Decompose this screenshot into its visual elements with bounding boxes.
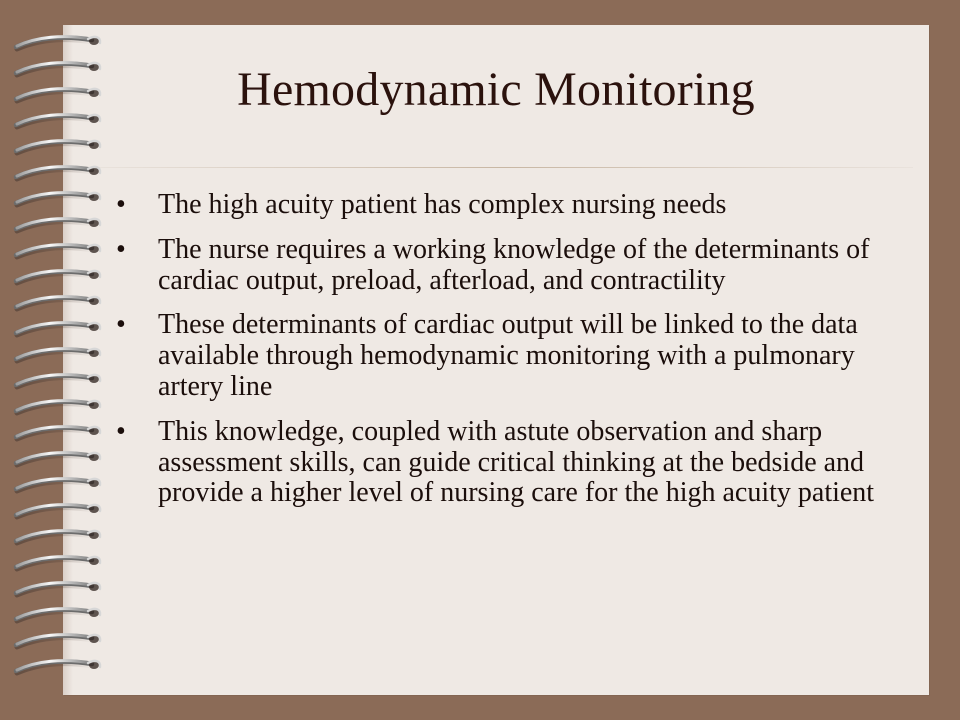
bullet-text: The high acuity patient has complex nursing needs xyxy=(158,189,727,220)
bullet-item xyxy=(116,310,906,402)
bullet-text: These determinants of cardiac output will be linked to the data available through hemodynamic monitoring with a pulmonary artery line xyxy=(158,309,858,402)
spiral-ring-icon xyxy=(16,141,100,153)
bullet-item xyxy=(116,190,906,221)
spiral-ring-icon xyxy=(16,401,100,413)
bullet-list xyxy=(116,190,906,523)
spiral-ring-icon xyxy=(16,193,100,205)
spiral-ring-icon xyxy=(16,297,100,309)
bullet-dot-icon: • xyxy=(116,309,126,341)
bullet-dot-icon: • xyxy=(116,415,126,447)
bullet-item xyxy=(116,235,906,297)
spiral-ring-icon xyxy=(16,635,100,647)
spiral-ring-icon xyxy=(16,167,100,179)
spiral-ring-icon xyxy=(16,349,100,361)
spiral-ring-icon xyxy=(16,219,100,231)
spiral-ring-icon xyxy=(16,453,100,465)
bullet-dot-icon: • xyxy=(116,233,126,265)
bullet-text: This knowledge, coupled with astute observation and sharp assessment skills, can guide critical thinking at the bedside and provide a higher level of nursing care for the high acuity patient xyxy=(158,415,875,509)
spiral-ring-icon xyxy=(16,583,100,595)
spiral-ring-icon xyxy=(16,479,100,491)
spiral-ring-icon xyxy=(16,505,100,517)
page-title: Hemodynamic Monitoring xyxy=(237,63,755,116)
spiral-ring-icon xyxy=(16,427,100,439)
spiral-ring-icon xyxy=(16,323,100,335)
spiral-ring-icon xyxy=(16,271,100,283)
bullet-text: The nurse requires a working knowledge of the determinants of cardiac output, preload, afterload, and contractility xyxy=(158,233,870,296)
spiral-ring-icon xyxy=(16,531,100,543)
spiral-ring-icon xyxy=(16,37,100,49)
spiral-ring-icon xyxy=(16,245,100,257)
spiral-binding-icon xyxy=(10,26,110,696)
spiral-ring-icon xyxy=(16,661,100,673)
bullet-item xyxy=(116,417,906,509)
spiral-ring-icon xyxy=(16,375,100,387)
spiral-ring-icon xyxy=(16,557,100,569)
spiral-ring-icon xyxy=(16,609,100,621)
bullet-dot-icon: • xyxy=(116,189,126,220)
title-divider xyxy=(95,167,913,168)
